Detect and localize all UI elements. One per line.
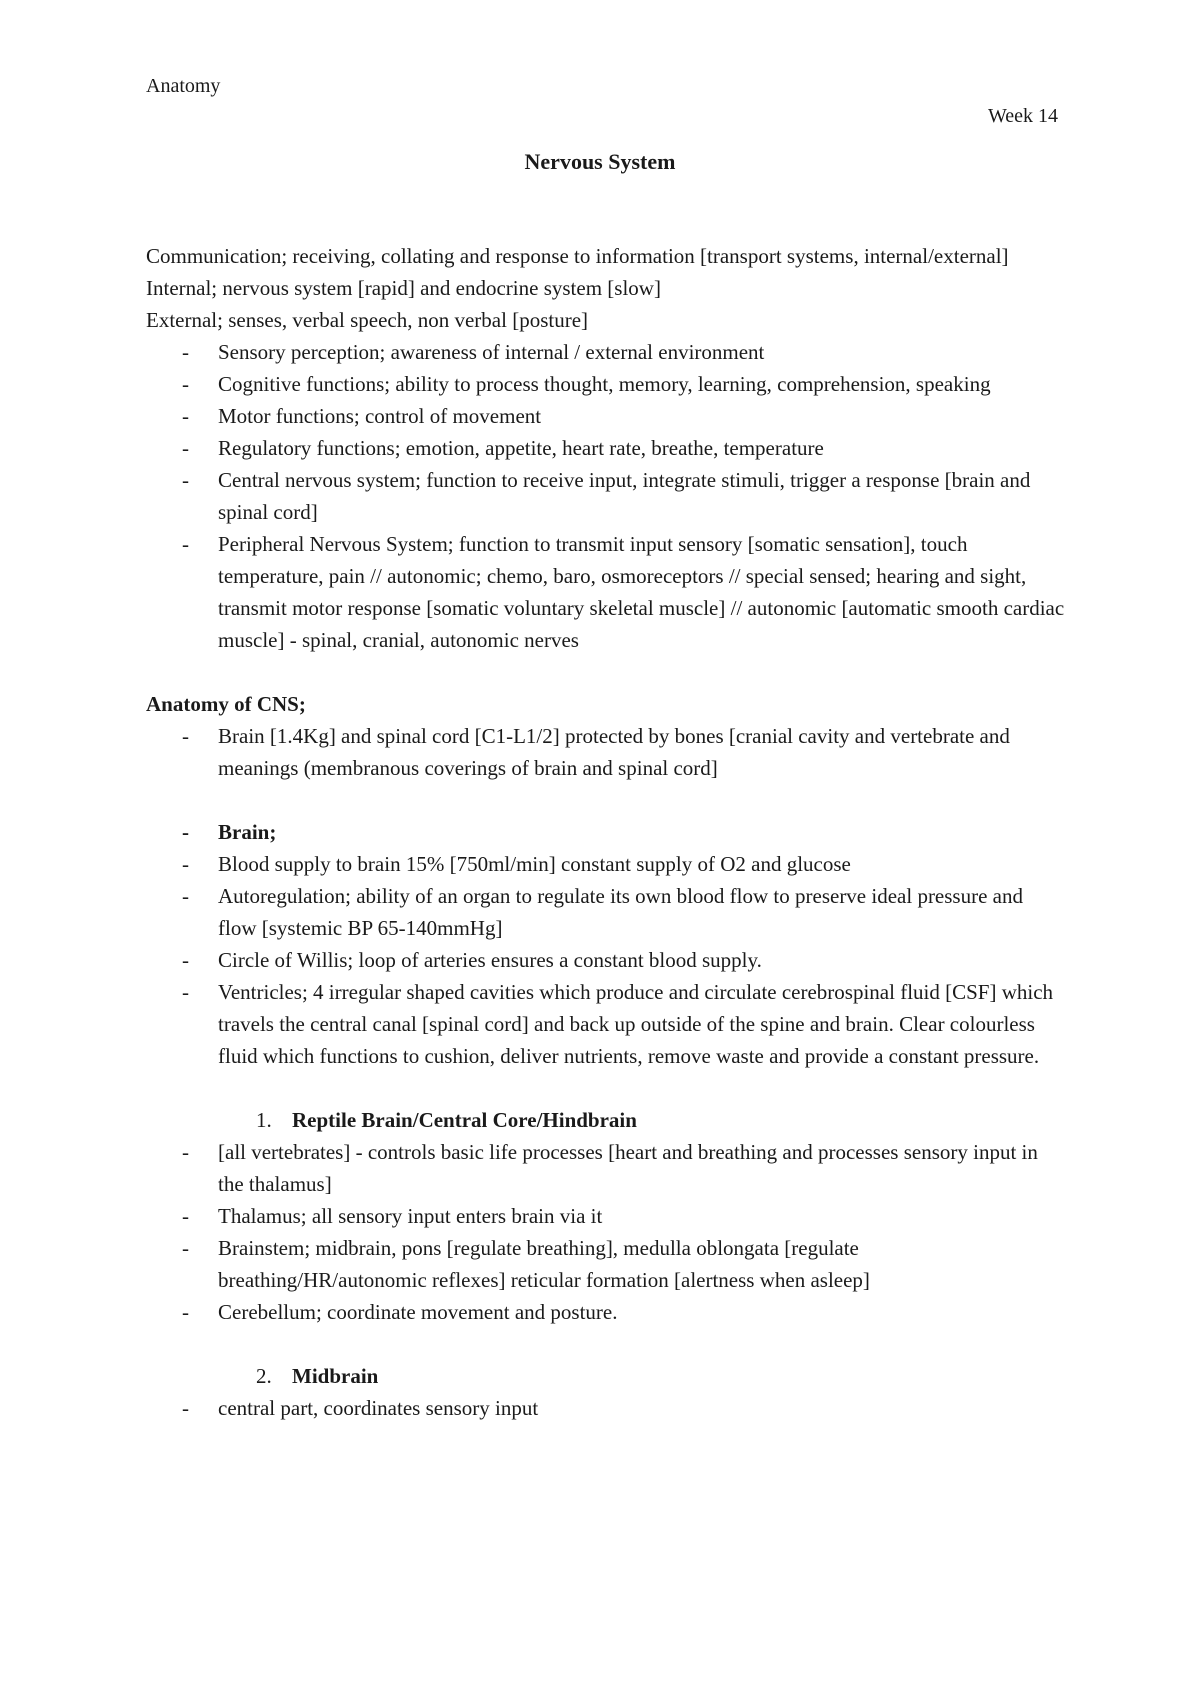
document-body (146, 240, 1066, 1424)
section-1-items (0, 1136, 1066, 1328)
cns-list (146, 720, 1066, 784)
sections-list (146, 1104, 1066, 1136)
functions-list (146, 336, 1066, 656)
list-item: - Motor functions; control of movement (146, 400, 1066, 432)
sections-list (146, 1360, 1066, 1392)
list-item: - Cerebellum; coordinate movement and posture. (0, 1296, 1066, 1328)
list-item: - Autoregulation; ability of an organ to regulate its own blood flow to preserve ideal pressure and flow [systemic BP 65-140mmHg] (146, 880, 1066, 944)
cns-heading: Anatomy of CNS; (146, 692, 306, 716)
section-item (146, 1360, 1066, 1392)
intro-paragraph: External; senses, verbal speech, non verbal [posture] (146, 308, 589, 332)
list-item: - Regulatory functions; emotion, appetite, heart rate, breathe, temperature (146, 432, 1066, 464)
list-item: - Brainstem; midbrain, pons [regulate breathing], medulla oblongata [regulate breathing/HR/autonomic reflexes] reticular formation [alertness when asleep] (0, 1232, 1066, 1296)
course-name: Anatomy (146, 75, 221, 97)
intro-paragraph: Communication; receiving, collating and response to information [transport systems, internal/external] (146, 244, 1009, 268)
list-item: - central part, coordinates sensory input (0, 1392, 1066, 1424)
page-title: Nervous System (524, 149, 676, 174)
section-heading: Reptile Brain/Central Core/Hindbrain (292, 1108, 637, 1132)
list-item: - [all vertebrates] - controls basic life processes [heart and breathing and processes sensory input in the thalamus] (0, 1136, 1066, 1200)
section-number: 1. (256, 1108, 272, 1132)
list-item: - Central nervous system; function to receive input, integrate stimuli, trigger a response [brain and spinal cord] (146, 464, 1066, 528)
week-label: Week 14 (987, 105, 1058, 127)
brain-heading: - Brain; (146, 816, 1066, 848)
list-item: - Sensory perception; awareness of internal / external environment (146, 336, 1066, 368)
list-item: - Ventricles; 4 irregular shaped cavities which produce and circulate cerebrospinal fluid [CSF] which travels the central canal [spinal cord] and back up outside of the spine and brain. Clear colourless fluid which functions to cushion, deliver nutrients, remove waste and provide a constant pressure. (146, 976, 1066, 1072)
list-item: - Peripheral Nervous System; function to transmit input sensory [somatic sensation], touch temperature, pain // autonomic; chemo, baro, osmoreceptors // special sensed; hearing and sight, transmit motor response [somatic voluntary skeletal muscle] // autonomic [automatic smooth cardiac muscle] - spinal, cranial, autonomic nerves (146, 528, 1066, 656)
intro-paragraph: Internal; nervous system [rapid] and endocrine system [slow] (146, 276, 661, 300)
section-heading: Midbrain (292, 1364, 379, 1388)
list-item: - Brain [1.4Kg] and spinal cord [C1-L1/2] protected by bones [cranial cavity and vertebrate and meanings (membranous coverings of brain and spinal cord] (146, 720, 1066, 784)
list-item: - Thalamus; all sensory input enters brain via it (0, 1200, 1066, 1232)
list-item: - Blood supply to brain 15% [750ml/min] constant supply of O2 and glucose (146, 848, 1066, 880)
section-2-items (0, 1392, 1066, 1424)
brain-list (146, 816, 1066, 1072)
section-item (146, 1104, 1066, 1136)
list-item: - Circle of Willis; loop of arteries ensures a constant blood supply. (146, 944, 1066, 976)
section-number: 2. (256, 1364, 272, 1388)
list-item: - Cognitive functions; ability to process thought, memory, learning, comprehension, speaking (146, 368, 1066, 400)
